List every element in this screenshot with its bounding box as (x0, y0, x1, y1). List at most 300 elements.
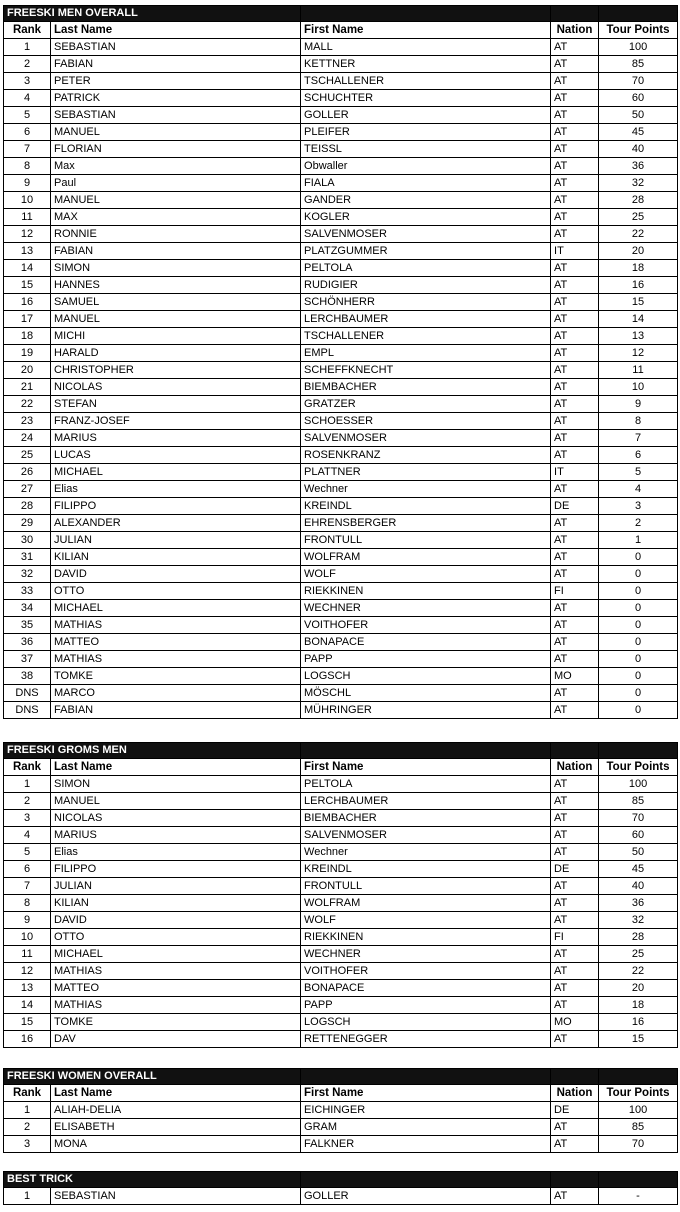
rank-cell: DNS (4, 702, 51, 719)
table-row (4, 827, 678, 844)
first-name-cell: MÜHRINGER (301, 702, 551, 719)
rank-cell: 3 (4, 73, 51, 90)
tour-points-cell: 0 (599, 549, 678, 566)
last-name-cell: FABIAN (51, 56, 301, 73)
last-name-cell: KILIAN (51, 549, 301, 566)
first-name-cell: PELTOLA (301, 260, 551, 277)
nation-cell: AT (551, 447, 599, 464)
first-name-cell: SCHÖNHERR (301, 294, 551, 311)
title-blank-cell (599, 743, 678, 759)
first-name-cell: PAPP (301, 651, 551, 668)
tour-points-cell: 85 (599, 793, 678, 810)
first-name-cell: LERCHBAUMER (301, 793, 551, 810)
first-name-cell: LOGSCH (301, 1014, 551, 1031)
nation-cell: AT (551, 1136, 599, 1153)
nation-cell: AT (551, 997, 599, 1014)
first-name-cell: RIEKKINEN (301, 583, 551, 600)
nation-cell: MO (551, 1014, 599, 1031)
tour-points-cell: 100 (599, 1102, 678, 1119)
header-first-name-cell: First Name (301, 759, 551, 776)
tour-points-cell: 0 (599, 651, 678, 668)
nation-cell: FI (551, 583, 599, 600)
rank-cell: 18 (4, 328, 51, 345)
rank-cell: 31 (4, 549, 51, 566)
nation-cell: AT (551, 124, 599, 141)
first-name-cell: KREINDL (301, 861, 551, 878)
table-row (4, 685, 678, 702)
last-name-cell: FLORIAN (51, 141, 301, 158)
table-row (4, 980, 678, 997)
last-name-cell: HANNES (51, 277, 301, 294)
header-rank-cell: Rank (4, 22, 51, 39)
last-name-cell: SEBASTIAN (51, 39, 301, 56)
last-name-cell: FRANZ-JOSEF (51, 413, 301, 430)
table-row (4, 379, 678, 396)
last-name-cell: FABIAN (51, 702, 301, 719)
rank-cell: 11 (4, 209, 51, 226)
rank-cell: 1 (4, 1102, 51, 1119)
rank-cell: 26 (4, 464, 51, 481)
nation-cell: AT (551, 702, 599, 719)
nation-cell: AT (551, 549, 599, 566)
table-row (4, 702, 678, 719)
table-row (4, 532, 678, 549)
table-row (4, 260, 678, 277)
first-name-cell: PLATTNER (301, 464, 551, 481)
first-name-cell: WOLFRAM (301, 895, 551, 912)
title-blank-cell (301, 1172, 551, 1188)
tour-points-cell: 45 (599, 861, 678, 878)
first-name-cell: SALVENMOSER (301, 827, 551, 844)
table-row (4, 583, 678, 600)
last-name-cell: MARIUS (51, 827, 301, 844)
nation-cell: AT (551, 90, 599, 107)
last-name-cell: OTTO (51, 583, 301, 600)
header-first-name-cell: First Name (301, 1085, 551, 1102)
rank-cell: 13 (4, 980, 51, 997)
last-name-cell: PETER (51, 73, 301, 90)
rank-cell: 11 (4, 946, 51, 963)
first-name-cell: ROSENKRANZ (301, 447, 551, 464)
nation-cell: AT (551, 878, 599, 895)
first-name-cell: GOLLER (301, 107, 551, 124)
header-first-name-cell: First Name (301, 22, 551, 39)
last-name-cell: MICHAEL (51, 946, 301, 963)
nation-cell: AT (551, 396, 599, 413)
table-row (4, 107, 678, 124)
rank-cell: 12 (4, 963, 51, 980)
tour-points-cell: 25 (599, 946, 678, 963)
nation-cell: AT (551, 481, 599, 498)
tour-points-cell: 70 (599, 1136, 678, 1153)
nation-cell: AT (551, 1188, 599, 1205)
first-name-cell: PLEIFER (301, 124, 551, 141)
nation-cell: AT (551, 175, 599, 192)
last-name-cell: SAMUEL (51, 294, 301, 311)
tour-points-cell: 16 (599, 1014, 678, 1031)
last-name-cell: ALEXANDER (51, 515, 301, 532)
last-name-cell: SIMON (51, 260, 301, 277)
first-name-cell: EICHINGER (301, 1102, 551, 1119)
last-name-cell: STEFAN (51, 396, 301, 413)
tour-points-cell: 40 (599, 878, 678, 895)
tour-points-cell: 22 (599, 963, 678, 980)
tour-points-cell: 15 (599, 294, 678, 311)
table-row (4, 311, 678, 328)
nation-cell: FI (551, 929, 599, 946)
last-name-cell: FILIPPO (51, 498, 301, 515)
title-blank-cell (551, 1172, 599, 1188)
last-name-cell: DAV (51, 1031, 301, 1048)
tour-points-cell: 22 (599, 226, 678, 243)
tour-points-cell: 0 (599, 583, 678, 600)
rank-cell: 12 (4, 226, 51, 243)
section-title-row (4, 743, 678, 759)
first-name-cell: MALL (301, 39, 551, 56)
last-name-cell: MANUEL (51, 793, 301, 810)
rank-cell: 2 (4, 1119, 51, 1136)
first-name-cell: FALKNER (301, 1136, 551, 1153)
header-tour-points-cell: Tour Points (599, 22, 678, 39)
table-row (4, 668, 678, 685)
tour-points-cell: 36 (599, 158, 678, 175)
section-title: FREESKI GROMS MEN (4, 743, 301, 759)
nation-cell: AT (551, 651, 599, 668)
title-blank-cell (551, 6, 599, 22)
first-name-cell: KOGLER (301, 209, 551, 226)
section-title-row (4, 6, 678, 22)
first-name-cell: TEISSL (301, 141, 551, 158)
table-row (4, 651, 678, 668)
rank-cell: 15 (4, 277, 51, 294)
rank-cell: 16 (4, 294, 51, 311)
last-name-cell: NICOLAS (51, 379, 301, 396)
table-row (4, 617, 678, 634)
first-name-cell: BIEMBACHER (301, 810, 551, 827)
tour-points-cell: 28 (599, 929, 678, 946)
last-name-cell: TOMKE (51, 668, 301, 685)
first-name-cell: SCHUCHTER (301, 90, 551, 107)
first-name-cell: GOLLER (301, 1188, 551, 1205)
nation-cell: AT (551, 277, 599, 294)
tour-points-cell: 3 (599, 498, 678, 515)
first-name-cell: VOITHOFER (301, 617, 551, 634)
tour-points-cell: 15 (599, 1031, 678, 1048)
table-row (4, 878, 678, 895)
section-title: BEST TRICK (4, 1172, 301, 1188)
table-row (4, 430, 678, 447)
title-blank-cell (301, 1069, 551, 1085)
nation-cell: AT (551, 980, 599, 997)
men-overall-table (3, 5, 678, 719)
nation-cell: DE (551, 861, 599, 878)
last-name-cell: OTTO (51, 929, 301, 946)
table-row (4, 1136, 678, 1153)
tour-points-cell: 11 (599, 362, 678, 379)
rank-cell: 10 (4, 929, 51, 946)
last-name-cell: MICHAEL (51, 600, 301, 617)
first-name-cell: SALVENMOSER (301, 430, 551, 447)
first-name-cell: PELTOLA (301, 776, 551, 793)
table-row (4, 793, 678, 810)
nation-cell: AT (551, 827, 599, 844)
men-overall-section (3, 5, 677, 719)
last-name-cell: ALIAH-DELIA (51, 1102, 301, 1119)
last-name-cell: MATHIAS (51, 651, 301, 668)
rank-cell: 6 (4, 861, 51, 878)
rank-cell: DNS (4, 685, 51, 702)
title-blank-cell (301, 743, 551, 759)
table-row (4, 277, 678, 294)
last-name-cell: HARALD (51, 345, 301, 362)
last-name-cell: MATHIAS (51, 963, 301, 980)
table-row (4, 396, 678, 413)
last-name-cell: Paul (51, 175, 301, 192)
table-row (4, 1031, 678, 1048)
last-name-cell: MATHIAS (51, 617, 301, 634)
table-row (4, 90, 678, 107)
tour-points-cell: 14 (599, 311, 678, 328)
first-name-cell: EMPL (301, 345, 551, 362)
table-row (4, 810, 678, 827)
rank-cell: 10 (4, 192, 51, 209)
nation-cell: IT (551, 243, 599, 260)
rank-cell: 1 (4, 39, 51, 56)
rank-cell: 28 (4, 498, 51, 515)
first-name-cell: BIEMBACHER (301, 379, 551, 396)
rank-cell: 9 (4, 912, 51, 929)
tour-points-cell: 18 (599, 260, 678, 277)
rank-cell: 24 (4, 430, 51, 447)
tour-points-cell: 100 (599, 39, 678, 56)
table-row (4, 600, 678, 617)
rank-cell: 5 (4, 107, 51, 124)
rank-cell: 7 (4, 878, 51, 895)
nation-cell: AT (551, 515, 599, 532)
rank-cell: 4 (4, 90, 51, 107)
best-trick-section (3, 1171, 677, 1205)
tour-points-cell: 8 (599, 413, 678, 430)
header-last-name-cell: Last Name (51, 1085, 301, 1102)
tour-points-cell: 45 (599, 124, 678, 141)
last-name-cell: RONNIE (51, 226, 301, 243)
nation-cell: AT (551, 107, 599, 124)
last-name-cell: SIMON (51, 776, 301, 793)
nation-cell: AT (551, 963, 599, 980)
last-name-cell: Max (51, 158, 301, 175)
last-name-cell: MAX (51, 209, 301, 226)
first-name-cell: BONAPACE (301, 980, 551, 997)
table-row (4, 226, 678, 243)
header-nation-cell: Nation (551, 1085, 599, 1102)
tour-points-cell: 0 (599, 634, 678, 651)
last-name-cell: Elias (51, 844, 301, 861)
tour-points-cell: 0 (599, 685, 678, 702)
title-blank-cell (551, 1069, 599, 1085)
last-name-cell: JULIAN (51, 532, 301, 549)
tour-points-cell: 36 (599, 895, 678, 912)
table-row (4, 158, 678, 175)
nation-cell: AT (551, 362, 599, 379)
tour-points-cell: 6 (599, 447, 678, 464)
table-row (4, 895, 678, 912)
first-name-cell: Obwaller (301, 158, 551, 175)
tour-points-cell: 5 (599, 464, 678, 481)
nation-cell: AT (551, 209, 599, 226)
tour-points-cell: 2 (599, 515, 678, 532)
nation-cell: AT (551, 1119, 599, 1136)
table-row (4, 566, 678, 583)
last-name-cell: CHRISTOPHER (51, 362, 301, 379)
last-name-cell: Elias (51, 481, 301, 498)
table-row (4, 481, 678, 498)
groms-men-section (3, 742, 677, 1048)
nation-cell: AT (551, 946, 599, 963)
first-name-cell: Wechner (301, 481, 551, 498)
table-row (4, 1014, 678, 1031)
table-row (4, 124, 678, 141)
first-name-cell: RIEKKINEN (301, 929, 551, 946)
tour-points-cell: 32 (599, 912, 678, 929)
tour-points-cell: 4 (599, 481, 678, 498)
section-title: FREESKI WOMEN OVERALL (4, 1069, 301, 1085)
last-name-cell: DAVID (51, 566, 301, 583)
tour-points-cell: 25 (599, 209, 678, 226)
nation-cell: AT (551, 912, 599, 929)
table-row (4, 861, 678, 878)
tour-points-cell: 32 (599, 175, 678, 192)
nation-cell: AT (551, 379, 599, 396)
nation-cell: MO (551, 668, 599, 685)
first-name-cell: PAPP (301, 997, 551, 1014)
header-rank-cell: Rank (4, 1085, 51, 1102)
table-row (4, 498, 678, 515)
rank-cell: 14 (4, 260, 51, 277)
rank-cell: 5 (4, 844, 51, 861)
table-row (4, 776, 678, 793)
nation-cell: AT (551, 56, 599, 73)
tour-points-cell: 70 (599, 73, 678, 90)
rank-cell: 13 (4, 243, 51, 260)
table-row (4, 243, 678, 260)
last-name-cell: MANUEL (51, 192, 301, 209)
rank-cell: 23 (4, 413, 51, 430)
last-name-cell: PATRICK (51, 90, 301, 107)
last-name-cell: SEBASTIAN (51, 1188, 301, 1205)
table-row (4, 328, 678, 345)
table-row (4, 141, 678, 158)
first-name-cell: FIALA (301, 175, 551, 192)
tour-points-cell: 20 (599, 980, 678, 997)
rank-cell: 2 (4, 56, 51, 73)
rank-cell: 17 (4, 311, 51, 328)
tour-points-cell: 40 (599, 141, 678, 158)
last-name-cell: MANUEL (51, 124, 301, 141)
nation-cell: AT (551, 810, 599, 827)
nation-cell: DE (551, 1102, 599, 1119)
tour-points-cell: 50 (599, 107, 678, 124)
tour-points-cell: 85 (599, 1119, 678, 1136)
rank-cell: 3 (4, 1136, 51, 1153)
last-name-cell: TOMKE (51, 1014, 301, 1031)
tour-points-cell: 28 (599, 192, 678, 209)
rank-cell: 27 (4, 481, 51, 498)
rank-cell: 19 (4, 345, 51, 362)
tour-points-cell: 18 (599, 997, 678, 1014)
last-name-cell: MICHI (51, 328, 301, 345)
nation-cell: AT (551, 532, 599, 549)
table-row (4, 844, 678, 861)
nation-cell: AT (551, 226, 599, 243)
first-name-cell: WOLFRAM (301, 549, 551, 566)
first-name-cell: WOLF (301, 912, 551, 929)
header-nation-cell: Nation (551, 22, 599, 39)
section-title: FREESKI MEN OVERALL (4, 6, 301, 22)
tour-points-cell: 0 (599, 702, 678, 719)
nation-cell: AT (551, 345, 599, 362)
rank-cell: 36 (4, 634, 51, 651)
last-name-cell: NICOLAS (51, 810, 301, 827)
nation-cell: AT (551, 844, 599, 861)
rank-cell: 20 (4, 362, 51, 379)
first-name-cell: FRONTULL (301, 878, 551, 895)
rank-cell: 34 (4, 600, 51, 617)
header-tour-points-cell: Tour Points (599, 1085, 678, 1102)
table-row (4, 73, 678, 90)
tour-points-cell: 1 (599, 532, 678, 549)
last-name-cell: LUCAS (51, 447, 301, 464)
nation-cell: AT (551, 328, 599, 345)
nation-cell: AT (551, 311, 599, 328)
first-name-cell: KREINDL (301, 498, 551, 515)
rank-cell: 35 (4, 617, 51, 634)
tour-points-cell: 0 (599, 600, 678, 617)
tour-points-cell: 9 (599, 396, 678, 413)
first-name-cell: LERCHBAUMER (301, 311, 551, 328)
rank-cell: 8 (4, 895, 51, 912)
header-rank-cell: Rank (4, 759, 51, 776)
table-row (4, 175, 678, 192)
groms-men-table (3, 742, 678, 1048)
last-name-cell: KILIAN (51, 895, 301, 912)
rank-cell: 7 (4, 141, 51, 158)
rank-cell: 21 (4, 379, 51, 396)
column-header-row (4, 22, 678, 39)
nation-cell: DE (551, 498, 599, 515)
table-row (4, 946, 678, 963)
first-name-cell: FRONTULL (301, 532, 551, 549)
nation-cell: AT (551, 895, 599, 912)
table-row (4, 912, 678, 929)
nation-cell: AT (551, 192, 599, 209)
tour-points-cell: 50 (599, 844, 678, 861)
tour-points-cell: 12 (599, 345, 678, 362)
table-row (4, 209, 678, 226)
tour-points-cell: 10 (599, 379, 678, 396)
rank-cell: 4 (4, 827, 51, 844)
table-row (4, 413, 678, 430)
table-row (4, 1119, 678, 1136)
table-row (4, 56, 678, 73)
table-row (4, 362, 678, 379)
last-name-cell: SEBASTIAN (51, 107, 301, 124)
rank-cell: 25 (4, 447, 51, 464)
first-name-cell: SCHEFFKNECHT (301, 362, 551, 379)
table-row (4, 294, 678, 311)
first-name-cell: VOITHOFER (301, 963, 551, 980)
women-overall-section (3, 1068, 677, 1153)
rank-cell: 33 (4, 583, 51, 600)
